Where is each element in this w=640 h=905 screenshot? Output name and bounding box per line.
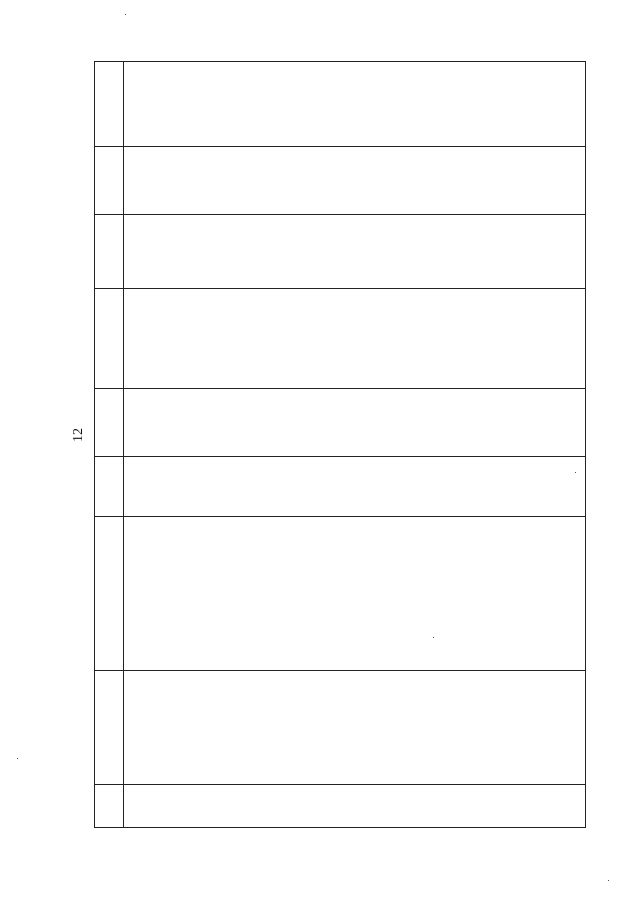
scan-speck — [125, 14, 126, 15]
header-num — [95, 785, 123, 827]
scan-speck — [608, 880, 609, 881]
page-number: 12 — [71, 428, 86, 442]
table-border-bottom — [585, 61, 586, 828]
row-divider — [94, 456, 586, 457]
row-divider — [94, 388, 586, 389]
header-start-date — [95, 457, 123, 516]
row-divider — [94, 784, 586, 785]
scan-speck — [17, 758, 18, 759]
header-measures — [95, 517, 123, 670]
header-responsible — [95, 62, 123, 146]
header-factor — [95, 671, 123, 784]
row-divider — [94, 516, 586, 517]
row-divider — [94, 214, 586, 215]
header-current-value — [95, 147, 123, 214]
row-divider — [94, 146, 586, 147]
header-target-value — [95, 215, 123, 288]
scan-speck — [433, 637, 434, 638]
cell-factor — [124, 671, 585, 784]
header-indicator — [95, 289, 123, 388]
table-border-left — [94, 827, 586, 828]
cell-responsible — [124, 62, 585, 146]
cell-indicator — [124, 289, 585, 388]
header-end-date — [95, 389, 123, 456]
scan-speck — [575, 472, 576, 473]
